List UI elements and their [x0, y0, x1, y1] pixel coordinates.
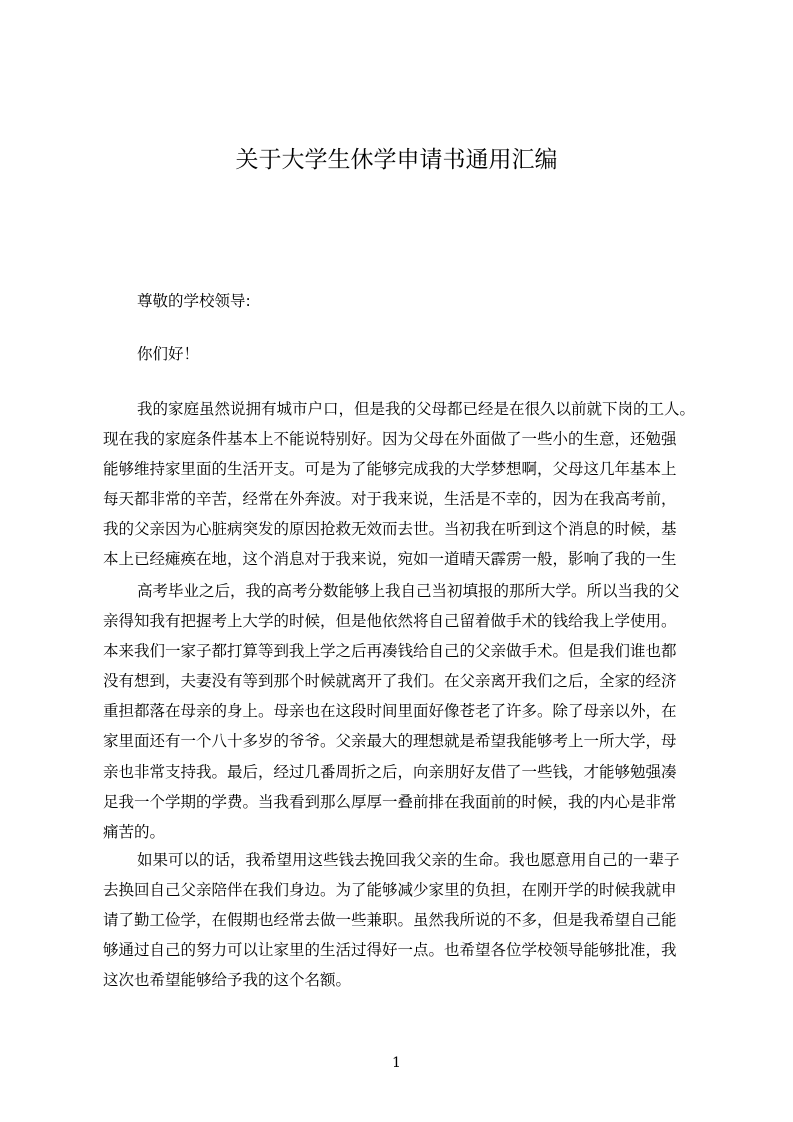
paragraph-2 [103, 576, 713, 847]
paragraph-line: 我的家庭虽然说拥有城市户口，但是我的父母都已经是在很久以前就下岗的工人。 [137, 400, 696, 418]
paragraph-line: 亲也非常支持我。最后，经过几番周折之后，向亲朋好友借了一些钱，才能够勉强凑 [103, 762, 677, 781]
paragraph-line: 请了勤工俭学，在假期也经常去做一些兼职。虽然我所说的不多，但是我希望自己能 [103, 911, 677, 930]
paragraph-line: 如果可以的话，我希望用这些钱去挽回我父亲的生命。我也愿意用自己的一辈子 [137, 851, 680, 869]
paragraph-line: 本上已经瘫痪在地，这个消息对于我来说，宛如一道晴天霹雳一般，影响了我的一生 [103, 550, 677, 569]
paragraph-line: 亲得知我有把握考上大学的时候，但是他依然将自己留着做手术的钱给我上学使用。 [103, 612, 677, 631]
paragraph-line: 本来我们一家子都打算等到我上学之后再凑钱给自己的父亲做手术。但是我们谁也都 [103, 642, 677, 661]
salutation-text: 尊敬的学校领导: [137, 292, 251, 310]
paragraph-line: 痛苦的。 [103, 822, 166, 841]
paragraph-1 [103, 394, 713, 575]
paragraph-line: 重担都落在母亲的身上。母亲也在这段时间里面好像苍老了许多。除了母亲以外，在 [103, 702, 677, 721]
greeting-text: 你们好！ [137, 345, 200, 363]
paragraph-line: 能够维持家里面的生活开支。可是为了能够完成我的大学梦想啊，父母这几年基本上 [103, 460, 677, 479]
page-number: 1 [392, 1055, 401, 1071]
paragraph-3 [103, 845, 713, 995]
paragraph-line: 高考毕业之后，我的高考分数能够上我自己当初填报的那所大学。所以当我的父 [137, 582, 680, 600]
paragraph-line: 我的父亲因为心脏病突发的原因抢救无效而去世。当初我在听到这个消息的时候，基 [103, 520, 677, 539]
paragraph-line: 够通过自己的努力可以让家里的生活过得好一点。也希望各位学校领导能够批准，我 [103, 941, 677, 960]
paragraph-line: 没有想到，夫妻没有等到那个时候就离开了我们。在父亲离开我们之后，全家的经济 [103, 672, 677, 691]
salutation [103, 286, 713, 316]
document-title: 关于大学生休学申请书通用汇编 [235, 147, 558, 173]
paragraph-line: 足我一个学期的学费。当我看到那么厚厚一叠前排在我面前的时候，我的内心是非常 [103, 792, 677, 811]
paragraph-line: 现在我的家庭条件基本上不能说特别好。因为父母在外面做了一些小的生意，还勉强 [103, 430, 677, 449]
paragraph-line: 每天都非常的辛苦，经常在外奔波。对于我来说，生活是不幸的，因为在我高考前， [103, 490, 677, 509]
paragraph-line: 这次也希望能够给予我的这个名额。 [103, 971, 352, 990]
paragraph-line: 家里面还有一个八十多岁的爷爷。父亲最大的理想就是希望我能够考上一所大学，母 [103, 732, 677, 751]
paragraph-line: 去换回自己父亲陪伴在我们身边。为了能够减少家里的负担，在刚开学的时候我就申 [103, 881, 677, 900]
greeting [103, 339, 713, 369]
